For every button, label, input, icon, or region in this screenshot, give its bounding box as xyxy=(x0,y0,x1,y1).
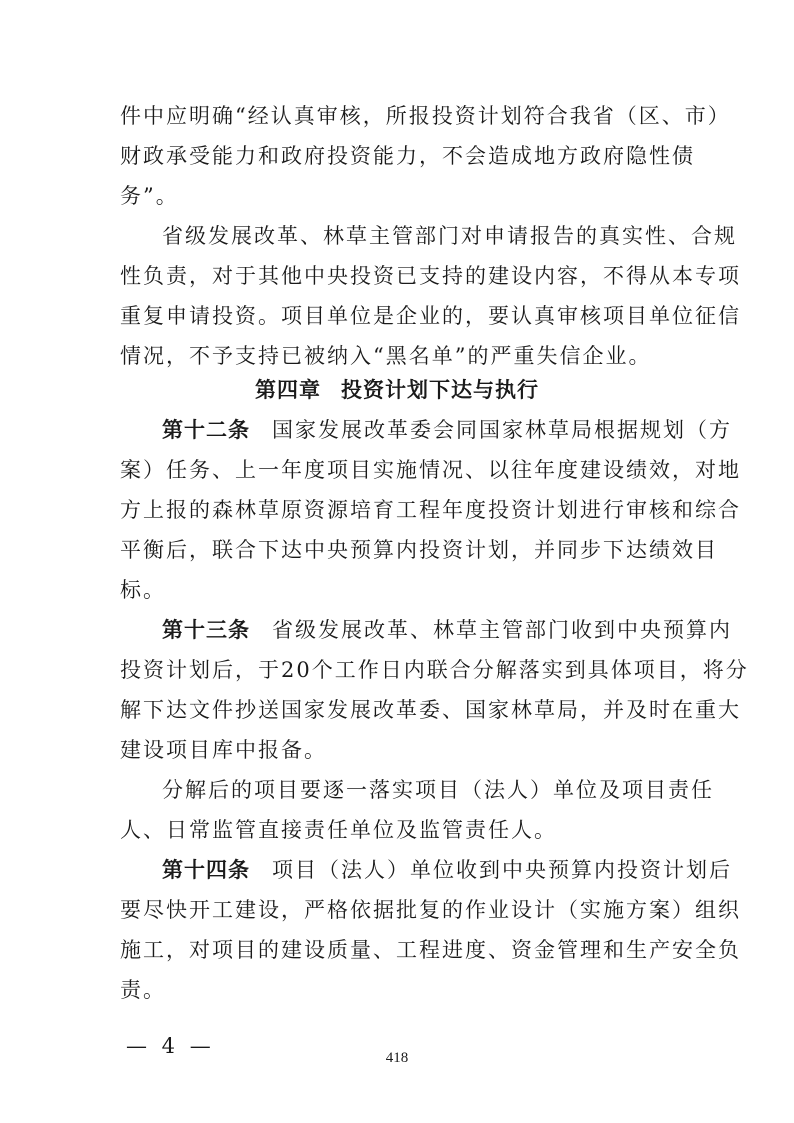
chapter-title: 投资计划下达与执行 xyxy=(341,378,539,402)
text-line: 分解后的项目要逐一落实项目（法人）单位及项目责任 xyxy=(162,778,714,802)
article-text: 项目（法人）单位收到中央预算内投资计划后 xyxy=(272,858,732,882)
text-line: 财政承受能力和政府投资能力，不会造成地方政府隐性债 xyxy=(120,144,695,168)
text-line: 性负责，对于其他中央投资已支持的建设内容，不得从本专项 xyxy=(120,264,741,288)
article-text: 国家发展改革委会同国家林草局根据规划（方 xyxy=(272,418,732,442)
article-12-first-line xyxy=(162,410,732,450)
text-line: 重复申请投资。项目单位是企业的，要认真审核项目单位征信 xyxy=(120,304,741,328)
text-line: 要尽快开工建设，严格依据批复的作业设计（实施方案）组织 xyxy=(120,898,741,922)
text-line: 人、日常监管直接责任单位及监管责任人。 xyxy=(120,818,557,842)
chapter-heading xyxy=(0,370,794,410)
text-line: 施工，对项目的建设质量、工程进度、资金管理和生产安全负 xyxy=(120,938,741,962)
page-number: — 4 — xyxy=(126,1034,215,1058)
text-line: 标。 xyxy=(120,578,166,602)
text-line: 省级发展改革、林草主管部门对申请报告的真实性、合规 xyxy=(162,224,737,248)
text-line: 投资计划后，于20个工作日内联合分解落实到具体项目，将分 xyxy=(120,658,749,682)
article-text: 省级发展改革、林草主管部门收到中央预算内 xyxy=(272,618,732,642)
footer-number: 418 xyxy=(385,1050,409,1066)
article-13-first-line xyxy=(162,610,732,650)
text-line: 件中应明确“经认真审核，所报投资计划符合我省（区、市） xyxy=(120,104,731,128)
text-line: 建设项目库中报备。 xyxy=(120,738,327,762)
text-line: 责。 xyxy=(120,978,166,1002)
chapter-number: 第四章 xyxy=(255,378,321,402)
text-line: 解下达文件抄送国家发展改革委、国家林草局，并及时在重大 xyxy=(120,698,741,722)
text-line: 方上报的森林草原资源培育工程年度投资计划进行审核和综合 xyxy=(120,498,741,522)
article-label: 第十三条 xyxy=(162,618,250,642)
article-label: 第十二条 xyxy=(162,418,250,442)
text-line: 情况，不予支持已被纳入“黑名单”的严重失信企业。 xyxy=(120,344,652,368)
text-line: 务”。 xyxy=(120,184,179,208)
text-line: 案）任务、上一年度项目实施情况、以往年度建设绩效，对地 xyxy=(120,458,741,482)
text-line: 平衡后，联合下达中央预算内投资计划，并同步下达绩效目 xyxy=(120,538,718,562)
article-14-first-line xyxy=(162,850,732,890)
article-label: 第十四条 xyxy=(162,858,250,882)
